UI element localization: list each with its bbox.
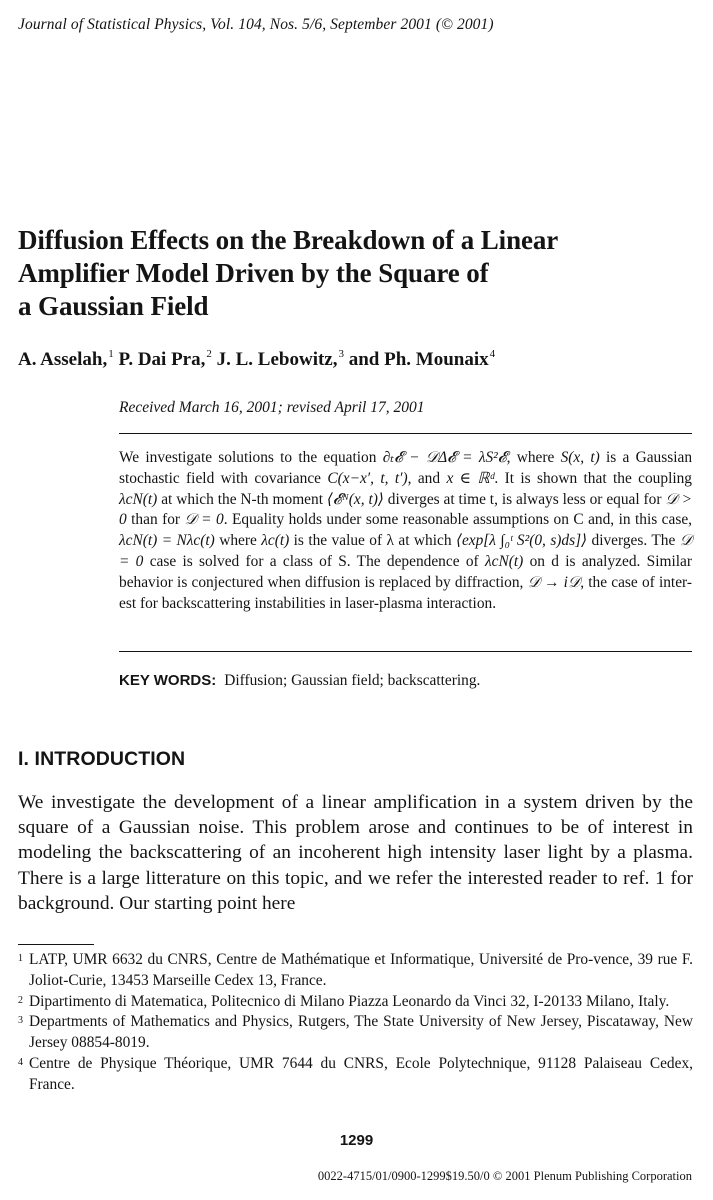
title-line: a Gaussian Field [18, 291, 209, 321]
abstract-top-rule [119, 433, 692, 434]
keywords-label: KEY WORDS: [119, 672, 217, 689]
affiliation-mark: 3 [338, 348, 344, 360]
page-number: 1299 [339, 1132, 374, 1149]
footnote-mark: 4 [18, 1056, 23, 1068]
title-line: Diffusion Effects on the Breakdown of a Linear [18, 225, 559, 255]
publisher-line: 0022-4715/01/0900-1299$19.50/0 © 2001 Plenum Publishing Corporation [317, 1169, 692, 1183]
footnote-text: Dipartimento di Matematica, Politecnico di Milano Piazza Leonardo da Vinci 32, I-20133 Milano, Italy. [29, 992, 670, 1010]
footnote [18, 1012, 693, 1054]
section-heading: I. INTRODUCTION [18, 748, 186, 770]
footnote [18, 950, 693, 992]
footnote-text: LATP, UMR 6632 du CNRS, Centre de Mathématique et Informatique, Université de Pro-vence, 39 rue F. Joliot-Curie, 13453 Marseille Cedex 13, France. [29, 951, 693, 989]
author-name: and Ph. Mounaix [348, 349, 489, 370]
footnote-text: Centre de Physique Théorique, UMR 7644 du CNRS, Ecole Polytechnique, 91128 Palaiseau Cedex, France. [29, 1054, 693, 1093]
affiliation-mark: 4 [489, 348, 496, 360]
author-name: P. Dai Pra, [118, 349, 206, 370]
intro-paragraph: We investigate the development of a linear amplification in a system driven by the square of a Gaussian noise. This problem arose and continues to be of interest in modeling the backscattering of an incoherent high intensity laser light by a plasma. There is a large litterature on this topic, and we refer the interested reader to ref. 1 for background. Our starting point here [18, 792, 693, 914]
keywords [119, 672, 480, 690]
footnote-rule [18, 944, 94, 945]
footnote-mark: 3 [18, 1015, 23, 1027]
footnote-text: Departments of Mathematics and Physics, Rutgers, The State University of New Jersey, Piscataway, New Jersey 08854-8019. [29, 1013, 693, 1052]
abstract: We investigate solutions to the equation ∂ₜ𝓔 − 𝒟Δ𝓔 = λS²𝓔, where S(x, t) is a Gaussian stochastic field with covariance C(x−x′, t, t′), and x ∈ ℝᵈ. It is shown that the coupling λcN(t) at which the N-th moment ⟨𝓔ᴺ(x, t)⟩ diverges at time t, is always less or equal for 𝒟 > 0 than for 𝒟 = 0. Equality holds under some reasonable assumptions on C and, in this case, λcN(t) = Nλc(t) where λc(t) is the value of λ at which ⟨exp[λ ∫₀ᵗ S²(0, s)ds]⟩ diverges. The 𝒟 = 0 case is solved for a class of S. The dependence of λcN(t) on d is analyzed. Similar behavior is conjectured when diffusion is replaced by diffraction, 𝒟 → i𝒟, the case of inter-est for backscattering instabilities in laser-plasma interaction. [119, 449, 693, 612]
received-date: Received March 16, 2001; revised April 17, 2001 [119, 399, 425, 416]
abstract-bottom-rule [119, 651, 692, 652]
paper-title [18, 224, 678, 323]
journal-header: Journal of Statistical Physics, Vol. 104, Nos. 5/6, September 2001 (© 2001) [18, 16, 494, 33]
affiliation-mark: 2 [206, 348, 212, 360]
footnote-mark: 2 [18, 994, 23, 1006]
title-line: Amplifier Model Driven by the Square of [18, 258, 489, 288]
author-name: A. Asselah, [18, 349, 108, 370]
keywords-value: Diffusion; Gaussian field; backscattering. [224, 672, 481, 689]
footnotes [18, 950, 693, 1096]
author-list [18, 348, 495, 371]
affiliation-mark: 1 [108, 348, 114, 360]
footnote-mark: 1 [18, 953, 23, 964]
author-name: J. L. Lebowitz, [216, 349, 338, 370]
footnote [18, 992, 693, 1013]
footnote [18, 1054, 693, 1096]
